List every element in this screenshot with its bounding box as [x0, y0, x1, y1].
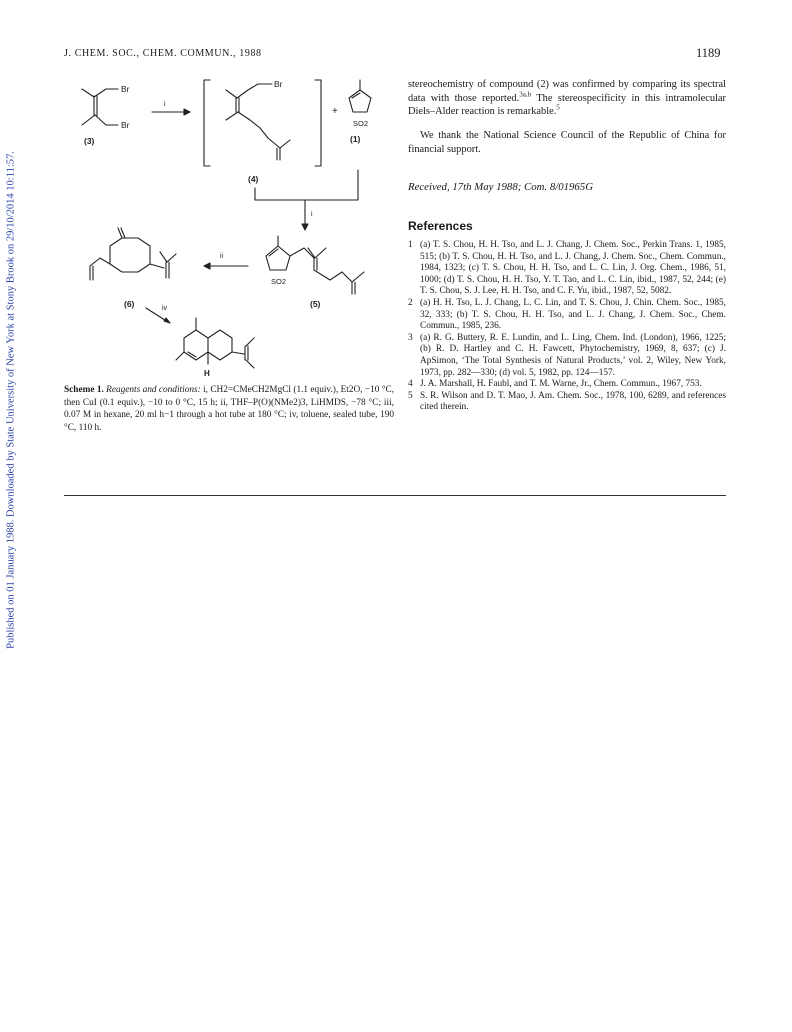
acknowledgement: We thank the National Science Council of the Republic of China for financial support.: [408, 130, 726, 155]
reference-text: (a) R. G. Buttery, R. E. Lundin, and L. Ling, Chem. Ind. (London), 1966, 1225; (b) R. D. Hartley and C. H. Fawcett, Phytochemistry, 1969, 8, 637; (c) J. ApSimon, ‘The Total Synthesis of Natural Products,’ vol. 2, Wiley, New York, 1973, pp. 282—330; (d) vol. 5, 1982, pp. 124—157.: [420, 332, 726, 378]
bromo-label: Br: [274, 79, 283, 89]
compound-2-structure: [176, 318, 254, 378]
reference-number: 1: [408, 240, 413, 250]
arrowhead: [302, 224, 308, 230]
sulfone-label: SO2: [271, 277, 287, 286]
compound-3-structure: [82, 84, 130, 130]
compound-label-1: (1): [350, 134, 361, 144]
reference-item: [408, 298, 726, 333]
arrowhead: [204, 263, 210, 269]
reagent-label-i: i: [164, 101, 166, 108]
references-heading: References: [408, 219, 473, 233]
compound-label-3: (3): [84, 136, 95, 146]
reaction-scheme: [60, 70, 395, 382]
hydrogen-label: H: [204, 369, 210, 378]
page-number: 1189: [696, 46, 721, 60]
bromo-label: Br: [121, 84, 130, 94]
reference-text: (a) H. H. Tso, L. J. Chang, L. C. Lin, and T. S. Chou, J. Chin. Chem. Soc., 1985, 32, 333; (b) T. S. Chou, H. H. Tso, and L. J. Chang, J. Chem. Soc., Chem. Commun., 1985, 236.: [420, 297, 726, 332]
paragraph-text: The stereospecificity in this intramolecular Diels–Alder reaction is remarkable.: [408, 92, 726, 118]
download-watermark-text: Published on 01 January 1988. Downloaded by State University of New York at Stony Brook on 29/10/2014 10:11:57.: [5, 151, 17, 649]
arrowhead: [184, 109, 190, 115]
convergence-line: [255, 170, 358, 200]
scheme-caption: [64, 384, 394, 434]
arrowhead: [164, 318, 170, 323]
bromo-label: Br: [121, 120, 130, 130]
reference-text: J. A. Marshall, H. Faubl, and T. M. Warne, Jr., Chem. Commun., 1967, 753.: [420, 379, 702, 390]
paragraph-text: stereochemistry of compound (2) was confirmed by comparing its spectral data with those reported.: [408, 79, 726, 104]
reagent-label-i: i: [311, 211, 313, 218]
compound-label-6: (6): [124, 299, 135, 309]
plus-sign: +: [332, 106, 338, 117]
page-footer-rule: [64, 495, 726, 496]
caption-title: Scheme 1.: [64, 385, 104, 395]
reference-number: 3: [408, 332, 413, 343]
reagent-label-iv: iv: [162, 305, 168, 312]
compound-6-structure: [90, 228, 176, 280]
reference-text: S. R. Wilson and D. T. Mao, J. Am. Chem. Soc., 1978, 100, 6289, and references cited therein.: [420, 390, 726, 413]
reference-item: [408, 391, 726, 414]
compound-4-structure: [226, 79, 290, 160]
references-list: [408, 240, 726, 414]
compound-label-4: (4): [248, 174, 259, 184]
citation-superscript: 5: [556, 103, 560, 112]
received-date: Received, 17th May 1988; Com. 8/01965G: [408, 181, 594, 193]
reference-item: [408, 379, 726, 391]
bracket-right: [315, 80, 321, 166]
reference-item: [408, 240, 726, 298]
reference-number: 4: [408, 379, 413, 390]
caption-body: i, CH2=CMeCH2MgCl (1.1 equiv.), Et2O, −10 °C, then CuI (0.1 equiv.), −10 to 0 °C, 15 h; ii, THF–P(O)(NMe2)3, LiHMDS, −78 °C; iii, 0.07 M in hexane, 20 ml h−1 through a hot tube at 180 °C; iv, toluene, sealed tube, 190 °C, 110 h.: [64, 385, 394, 433]
reference-number: 5: [408, 390, 413, 401]
reference-number: 2: [408, 297, 413, 308]
compound-5-structure: [266, 236, 364, 294]
body-paragraph: [408, 78, 726, 119]
reagent-label-ii: ii: [220, 253, 224, 260]
sulfone-label: SO2: [353, 119, 369, 128]
compound-label-5: (5): [310, 299, 321, 309]
running-header: J. CHEM. SOC., CHEM. COMMUN., 1988: [64, 48, 262, 59]
download-watermark: [4, 140, 18, 660]
compound-1-structure: [349, 80, 371, 128]
reference-item: [408, 333, 726, 379]
bracket-left: [204, 80, 210, 166]
caption-conditions-heading: Reagents and conditions:: [106, 385, 201, 395]
citation-superscript: 3a,b: [519, 90, 532, 99]
reference-text: (a) T. S. Chou, H. H. Tso, and L. J. Chang, J. Chem. Soc., Perkin Trans. 1, 1985, 515; (b) T. S. Chou, H. H. Tso, and L. J. Chang, J. Chem. Soc., Chem. Commun., 1984, 1323; (c) T. S. Chou, H. H. Tso, and L. C. Lin, J. Org. Chem., 1986, 51, 1000; (d) T. S. Chou, H. H. Tso, Y. T. Tao, and L. C. Lin, ibid., 1987, 52, 244; (e) T. S. Chou, S. J. Lee, H. H. Tso, and C. F. Yu, ibid., 1987, 52, 5082.: [420, 240, 726, 297]
